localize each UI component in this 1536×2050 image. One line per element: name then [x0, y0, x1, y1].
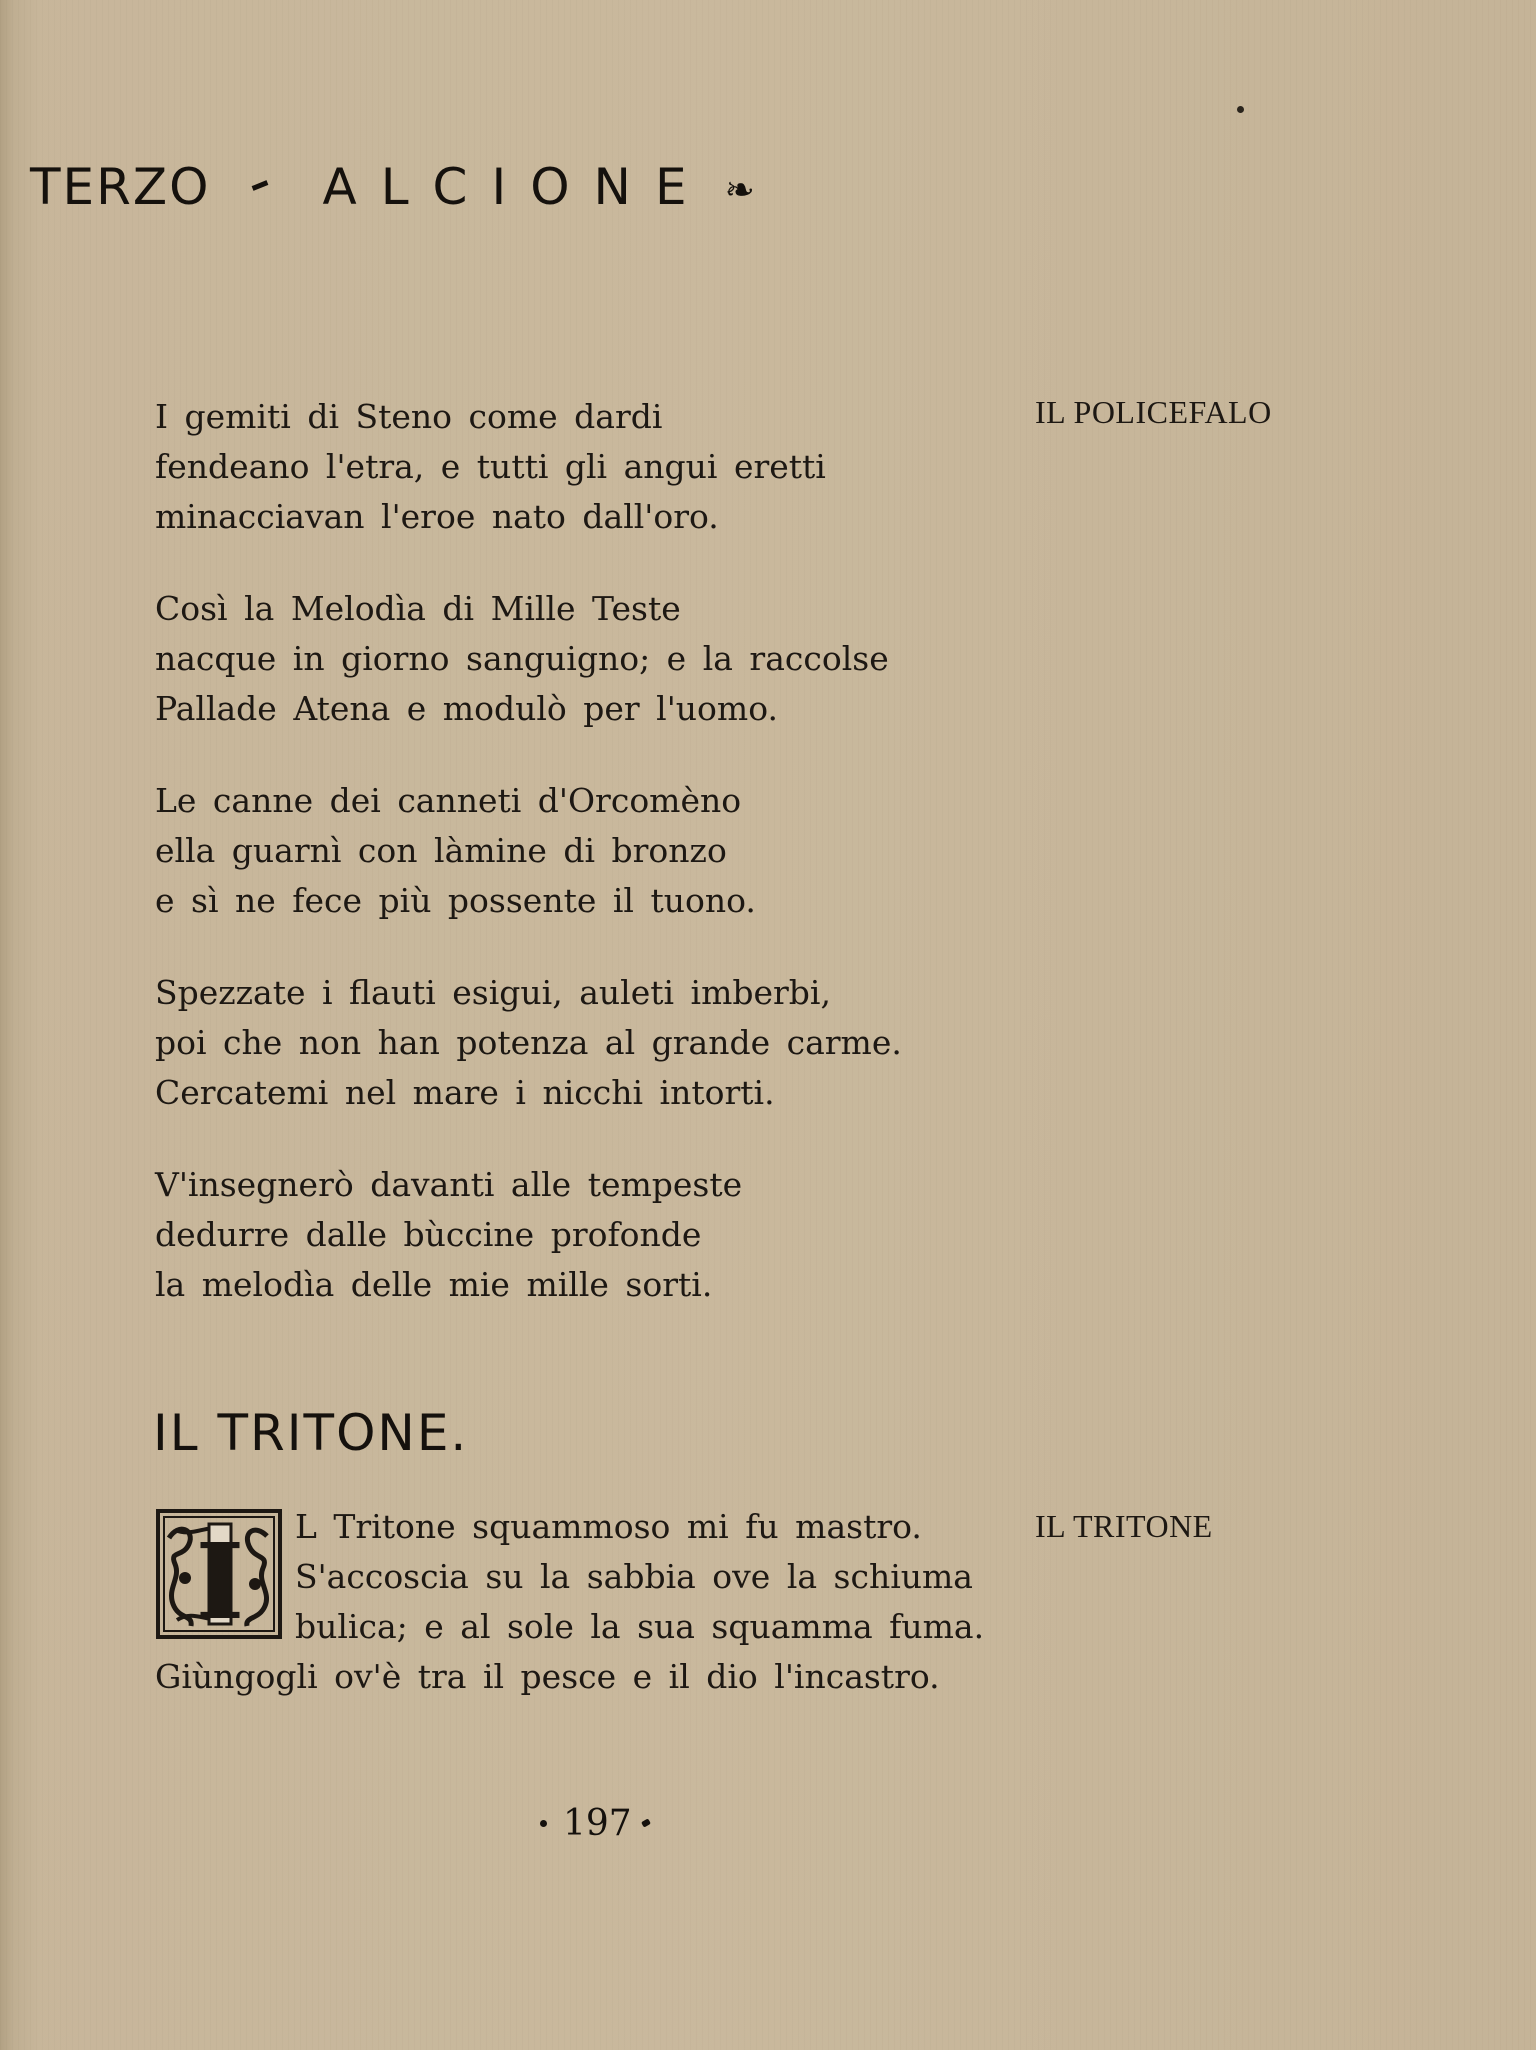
verse-line: ella guarnì con làmine di bronzo	[155, 831, 727, 870]
verse-line: fendeano l'etra, e tutti gli angui eretti	[155, 447, 826, 486]
stanza	[155, 584, 902, 734]
fleuron-icon: ❧	[724, 170, 757, 211]
verse-line: S'accoscia su la sabbia ove la schiuma	[295, 1557, 973, 1596]
page-number	[530, 1803, 666, 1844]
verse-line: dedurre dalle bùccine profonde	[155, 1215, 702, 1254]
verse-line: bulica; e al sole la sua squamma fuma.	[295, 1607, 985, 1646]
poem-il-policefalo	[155, 392, 902, 1352]
running-head	[30, 158, 757, 216]
dash-ornament	[252, 180, 269, 191]
verse-line: nacque in giorno sanguigno; e la raccolse	[155, 639, 889, 678]
verse-line: Giùngogli ov'è tra il pesce e il dio l'incastro.	[155, 1657, 940, 1696]
stanza	[155, 1160, 902, 1310]
margin-note-policefalo: IL POLICEFALO	[1035, 394, 1272, 430]
verse-line: Pallade Atena e modulò per l'uomo.	[155, 689, 778, 728]
verse-line: Spezzate i flauti esigui, auleti imberbi,	[155, 973, 831, 1012]
ink-speck	[1237, 106, 1244, 113]
running-head-book: TERZO	[30, 158, 211, 216]
running-head-title: ALCIONE	[322, 158, 711, 216]
margin-note-tritone: IL TRITONE	[1035, 1508, 1213, 1544]
stanza	[155, 392, 902, 542]
poem-il-tritone	[155, 1502, 984, 1702]
verse-line: V'insegnerò davanti alle tempeste	[155, 1165, 743, 1204]
verse-line: Cercatemi nel mare i nicchi intorti.	[155, 1073, 775, 1112]
verse-line: la melodìa delle mie mille sorti.	[155, 1265, 713, 1304]
initial-letter: I	[195, 1520, 245, 1640]
stanza	[155, 968, 902, 1118]
verse-line: minacciavan l'eroe nato dall'oro.	[155, 497, 719, 536]
dot-ornament	[540, 1820, 547, 1827]
verse-line: e sì ne fece più possente il tuono.	[155, 881, 756, 920]
page-number-value: 197	[563, 1803, 632, 1844]
verse-line: I gemiti di Steno come dardi	[155, 397, 663, 436]
dot-ornament	[641, 1818, 651, 1827]
verse-line: Le canne dei canneti d'Orcomèno	[155, 781, 742, 820]
section-title: IL TRITONE.	[153, 1404, 469, 1462]
verse-line: poi che non han potenza al grande carme.	[155, 1023, 902, 1062]
verse-line: Così la Melodìa di Mille Teste	[155, 589, 681, 628]
decorated-initial-icon	[155, 1508, 283, 1640]
verse-line: L Tritone squammoso mi fu mastro.	[295, 1507, 922, 1546]
stanza	[155, 776, 902, 926]
